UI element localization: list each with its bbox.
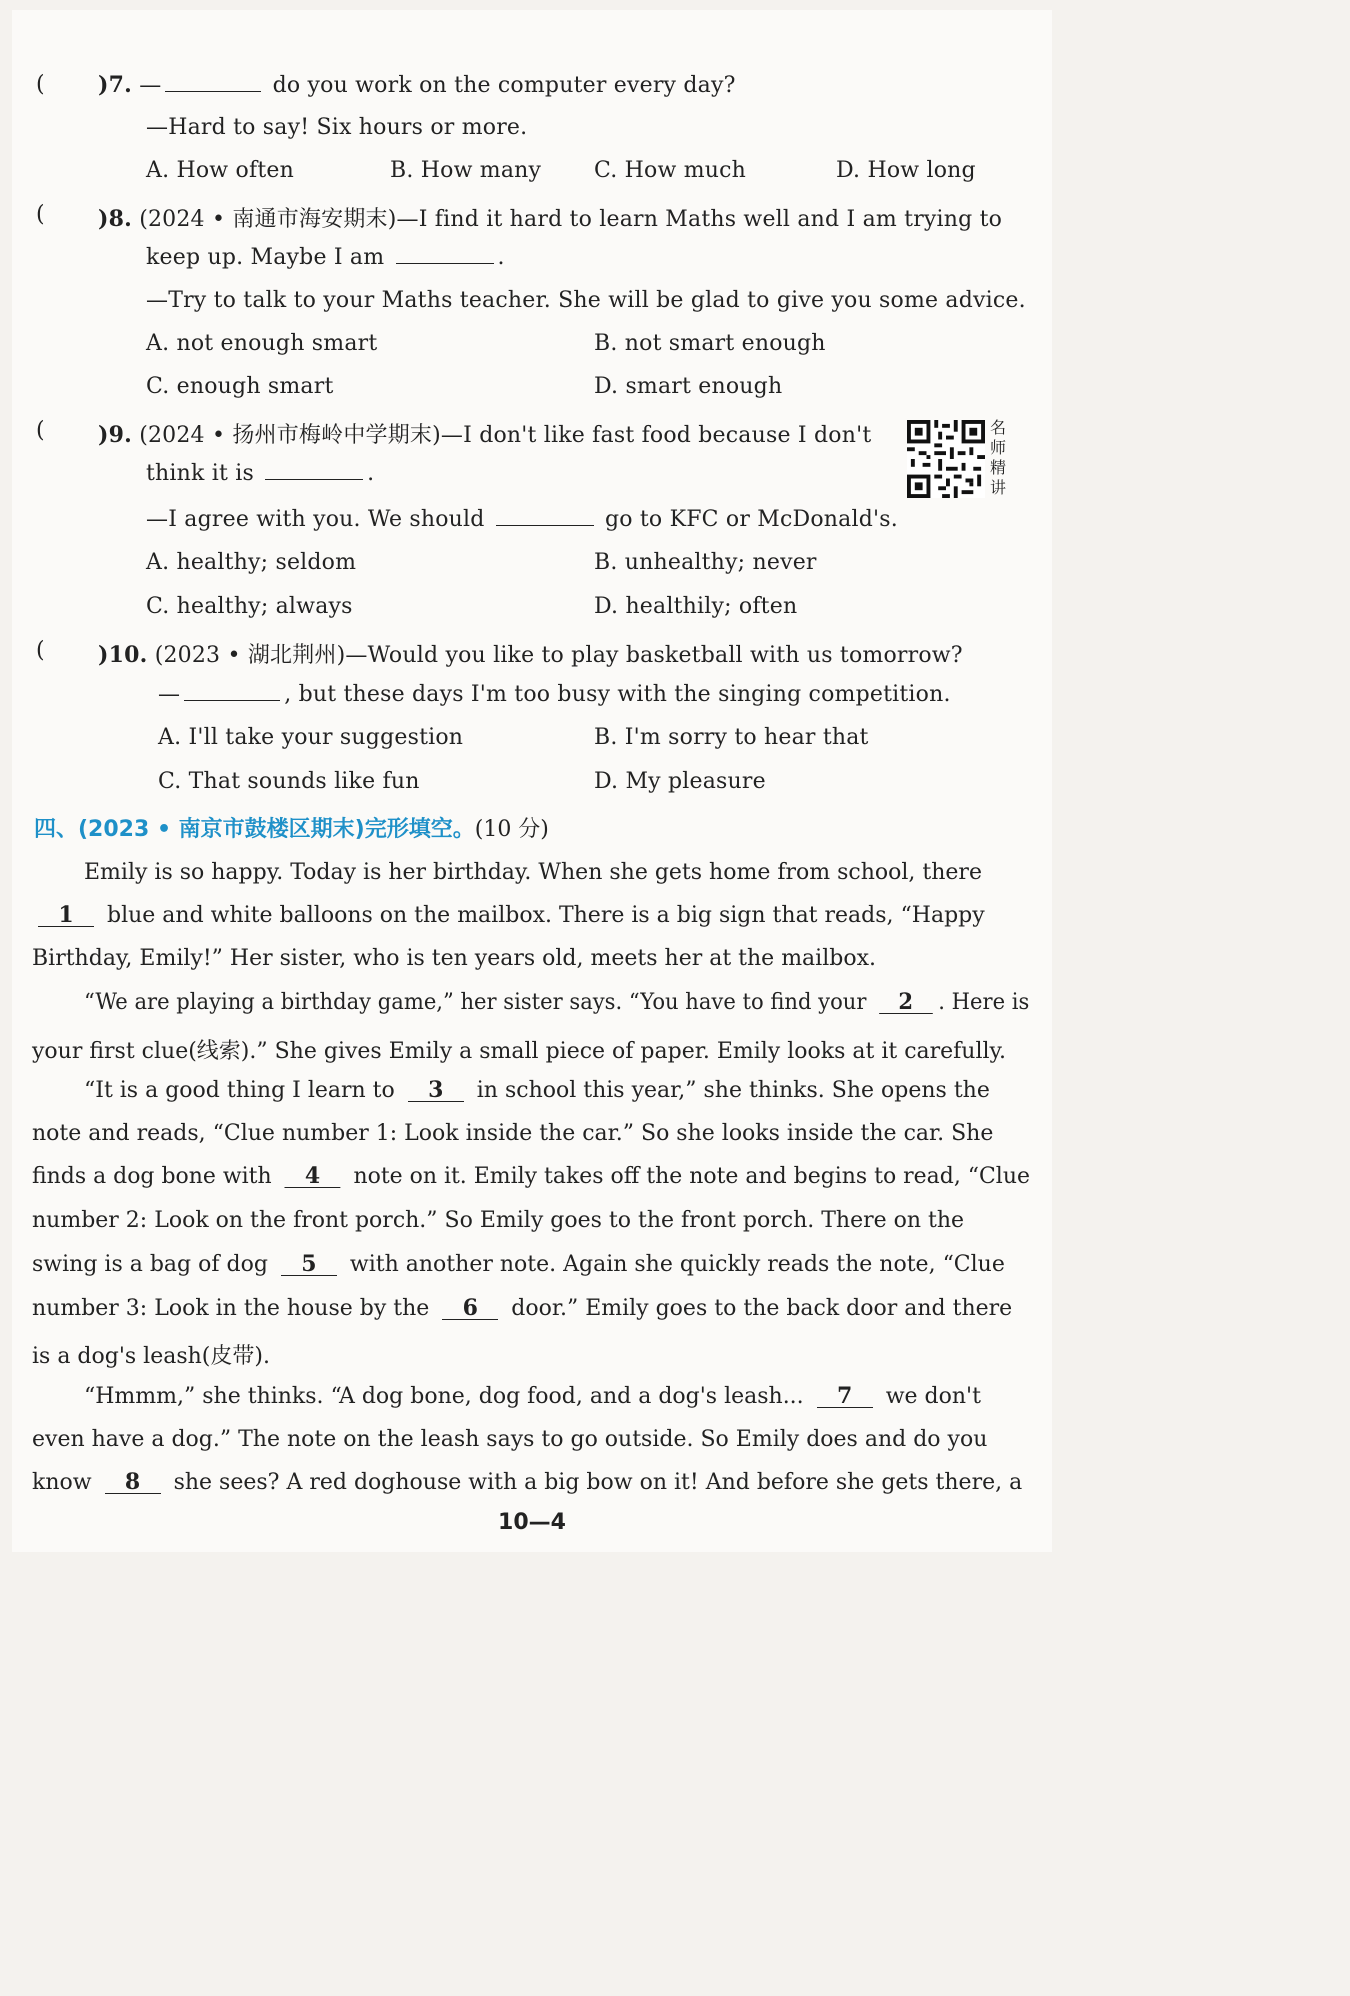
passage-text: swing is a bag of dog — [32, 1252, 268, 1277]
option-d: D. My pleasure — [594, 769, 766, 794]
answer-paren[interactable]: ( — [36, 418, 45, 443]
cloze-blank[interactable]: 3 — [408, 1079, 464, 1102]
question-10-line-1 — [98, 638, 963, 669]
question-text: keep up. Maybe I am — [146, 245, 385, 270]
passage-line — [32, 1252, 1005, 1277]
answer-blank[interactable] — [165, 73, 261, 92]
passage-text: finds a dog bone with — [32, 1164, 272, 1189]
passage-line: Emily is so happy. Today is her birthday. When she gets home from school, there — [84, 860, 982, 885]
option-a: A. not enough smart — [146, 331, 378, 356]
question-text: go to KFC or McDonald's. — [604, 507, 898, 532]
option-d: D. healthily; often — [594, 594, 798, 619]
question-text: do you work on the computer every day? — [272, 73, 736, 98]
question-number: )8. — [98, 206, 132, 232]
answer-paren[interactable]: ( — [36, 638, 45, 663]
passage-line — [84, 1384, 981, 1409]
period: . — [367, 461, 375, 486]
question-8-line-2 — [146, 245, 505, 270]
answer-paren[interactable]: ( — [36, 72, 45, 97]
passage-text: . Here is — [938, 990, 1030, 1015]
option-a: A. healthy; seldom — [146, 550, 357, 575]
passage-text: she sees? A red doghouse with a big bow on it! And before she gets there, a — [173, 1470, 1023, 1495]
passage-line — [32, 1470, 1022, 1495]
passage-line — [32, 1296, 1012, 1321]
passage-line: your first clue(线索).” She gives Emily a small piece of paper. Emily looks at it carefully. — [32, 1039, 1007, 1064]
qr-label: 名师精讲 — [990, 418, 1007, 497]
option-b: B. How many — [390, 158, 542, 183]
passage-line: even have a dog.” The note on the leash says to go outside. So Emily does and do you — [32, 1427, 988, 1452]
passage-text: with another note. Again she quickly reads the note, “Clue — [349, 1252, 1005, 1277]
option-b: B. not smart enough — [594, 331, 826, 356]
question-9-line-1 — [98, 418, 871, 449]
passage-text: “Hmmm,” she thinks. “A dog bone, dog food, and a dog's leash... — [84, 1384, 804, 1409]
question-7-line-2: —Hard to say! Six hours or more. — [146, 115, 528, 140]
option-c: C. How much — [594, 158, 747, 183]
passage-line: Birthday, Emily!” Her sister, who is ten years old, meets her at the mailbox. — [32, 946, 876, 971]
page-number: 10—4 — [498, 1510, 566, 1535]
option-c: C. healthy; always — [146, 594, 353, 619]
cloze-blank[interactable]: 5 — [281, 1253, 337, 1276]
passage-text: number 3: Look in the house by the — [32, 1296, 430, 1321]
passage-line: number 2: Look on the front porch.” So Emily goes to the front porch. There on the — [32, 1208, 965, 1233]
answer-paren[interactable]: ( — [36, 202, 45, 227]
section-title — [34, 812, 549, 843]
question-10-line-2 — [158, 682, 951, 707]
passage-text: blue and white balloons on the mailbox. There is a big sign that reads, “Happy — [107, 903, 985, 928]
option-a: A. I'll take your suggestion — [158, 725, 464, 750]
passage-line — [32, 1164, 1030, 1189]
question-7-line-1 — [98, 72, 736, 98]
cloze-blank[interactable]: 6 — [442, 1297, 498, 1320]
question-text: (2024 • 南通市海安期末)—I find it hard to learn Maths well and I am trying to — [139, 207, 1003, 232]
passage-text: “It is a good thing I learn to — [84, 1078, 395, 1103]
passage-text: in school this year,” she thinks. She opens the — [476, 1078, 990, 1103]
question-number: )9. — [98, 422, 132, 448]
question-8-line-3: —Try to talk to your Maths teacher. She will be glad to give you some advice. — [146, 288, 1026, 313]
cloze-blank[interactable]: 4 — [285, 1165, 341, 1188]
cloze-blank[interactable]: 1 — [38, 904, 94, 927]
answer-blank[interactable] — [265, 461, 363, 480]
passage-text: note on it. Emily takes off the note and begins to read, “Clue — [353, 1164, 1030, 1189]
option-b: B. I'm sorry to hear that — [594, 725, 869, 750]
passage-line — [84, 1078, 990, 1103]
passage-text: know — [32, 1470, 92, 1495]
question-text: (2024 • 扬州市梅岭中学期末)—I don't like fast food because I don't — [139, 423, 872, 448]
question-9-line-3 — [146, 507, 898, 532]
passage-line — [84, 990, 1029, 1015]
question-text: (2023 • 湖北荆州)—Would you like to play basketball with us tomorrow? — [154, 643, 963, 668]
passage-text: we don't — [885, 1384, 981, 1409]
period: . — [497, 245, 505, 270]
answer-blank[interactable] — [496, 507, 594, 526]
question-text: —I agree with you. We should — [146, 507, 485, 532]
dash: — — [139, 73, 162, 98]
question-8-line-1 — [98, 202, 1002, 233]
option-a: A. How often — [146, 158, 294, 183]
passage-line: note and reads, “Clue number 1: Look inside the car.” So she looks inside the car. She — [32, 1121, 994, 1146]
option-c: C. enough smart — [146, 374, 334, 399]
qr-code-icon[interactable] — [906, 420, 986, 498]
section-title-text: 四、(2023 • 南京市鼓楼区期末)完形填空。 — [34, 817, 475, 842]
passage-text: door.” Emily goes to the back door and there — [511, 1296, 1013, 1321]
question-text: , but these days I'm too busy with the singing competition. — [284, 682, 951, 707]
cloze-blank[interactable]: 8 — [105, 1471, 161, 1494]
question-9-line-2 — [146, 461, 374, 486]
option-b: B. unhealthy; never — [594, 550, 817, 575]
passage-text: “We are playing a birthday game,” her sister says. “You have to find your — [84, 990, 867, 1015]
option-c: C. That sounds like fun — [158, 769, 420, 794]
question-number: )10. — [98, 642, 148, 668]
section-score: (10 分) — [474, 817, 549, 842]
answer-blank[interactable] — [184, 682, 280, 701]
question-text: think it is — [146, 461, 254, 486]
dash: — — [158, 682, 181, 707]
cloze-blank[interactable]: 7 — [817, 1385, 873, 1408]
option-d: D. How long — [836, 158, 976, 183]
passage-line: is a dog's leash(皮带). — [32, 1344, 270, 1369]
answer-blank[interactable] — [396, 245, 494, 264]
option-d: D. smart enough — [594, 374, 783, 399]
passage-line — [32, 903, 985, 928]
cloze-blank[interactable]: 2 — [879, 991, 933, 1014]
question-number: )7. — [98, 72, 132, 98]
